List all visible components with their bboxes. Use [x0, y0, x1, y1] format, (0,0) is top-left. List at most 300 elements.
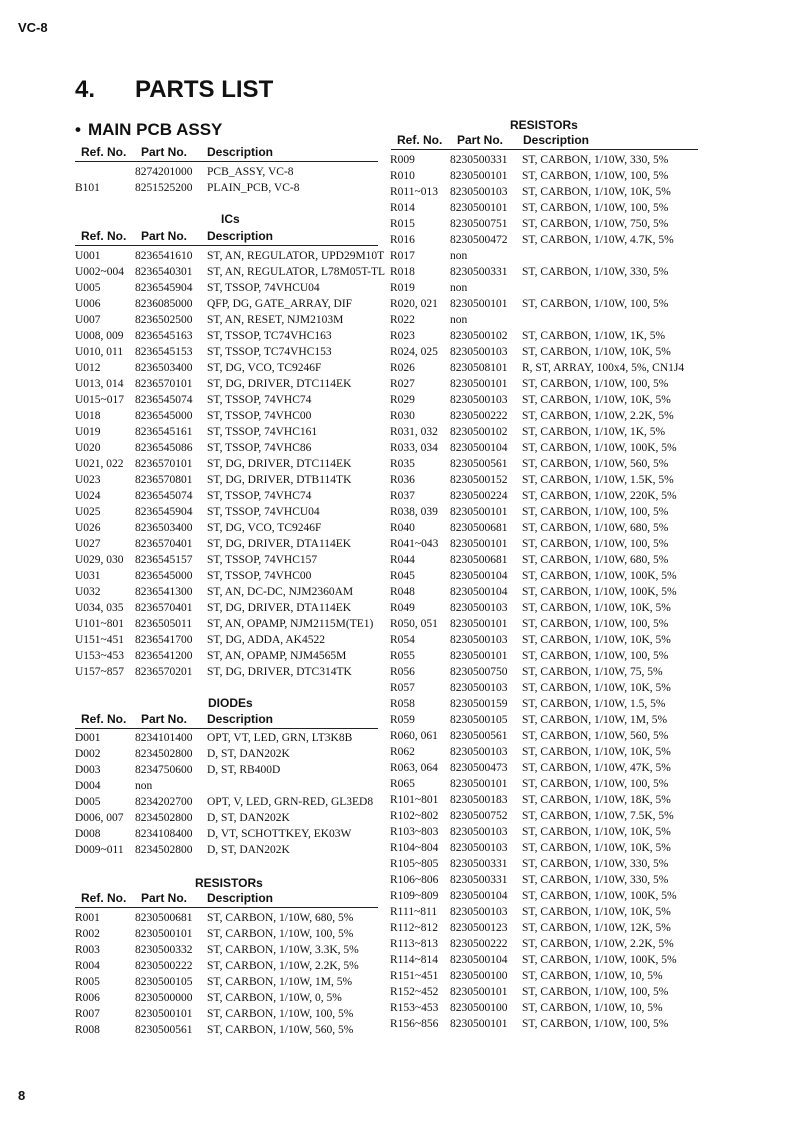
table-row	[390, 840, 710, 856]
ref-no: R023	[390, 330, 415, 342]
ref-no: R050, 051	[390, 618, 438, 630]
part-no: non	[450, 314, 468, 326]
part-no: 8230500331	[450, 858, 508, 870]
description: ST, DG, VCO, TC9246F	[207, 362, 322, 374]
ref-no: R011~013	[390, 186, 438, 198]
part-no: 8230500101	[450, 618, 508, 630]
description: ST, AN, REGULATOR, UPD29M10T	[207, 250, 385, 262]
description: ST, CARBON, 1/10W, 1M, 5%	[522, 714, 668, 726]
part-no: 8230500000	[135, 992, 193, 1004]
part-no: 8236545153	[135, 346, 193, 358]
part-no: 8230500105	[135, 976, 193, 988]
table-row	[390, 728, 710, 744]
description: ST, CARBON, 1/10W, 10K, 5%	[522, 634, 671, 646]
part-no: non	[135, 780, 153, 792]
table-row	[75, 392, 385, 408]
ref-no: R057	[390, 682, 415, 694]
part-no: 8230500332	[135, 944, 193, 956]
ics-column-header	[75, 229, 378, 246]
description: ST, TSSOP, 74VHC86	[207, 442, 312, 454]
table-row	[390, 680, 710, 696]
ref-no: R022	[390, 314, 415, 326]
ref-no: R041~043	[390, 538, 439, 550]
description: ST, CARBON, 1/10W, 2.2K, 5%	[207, 960, 359, 972]
part-no: 8230500104	[450, 890, 508, 902]
description: ST, DG, DRIVER, DTC314TK	[207, 666, 352, 678]
part-no: non	[450, 250, 468, 262]
table-row	[390, 616, 710, 632]
description: ST, CARBON, 1/10W, 560, 5%	[207, 1024, 354, 1036]
part-no: 8230500331	[450, 874, 508, 886]
table-row	[75, 504, 385, 520]
ref-no: R027	[390, 378, 415, 390]
ref-no: U006	[75, 298, 101, 310]
table-row	[75, 456, 385, 472]
description: ST, CARBON, 1/10W, 18K, 5%	[522, 794, 671, 806]
description: QFP, DG, GATE_ARRAY, DIF	[207, 298, 353, 310]
description: ST, CARBON, 1/10W, 100K, 5%	[522, 570, 677, 582]
table-row	[390, 504, 710, 520]
part-no: 8236545074	[135, 394, 193, 406]
description: ST, CARBON, 1/10W, 100K, 5%	[522, 890, 677, 902]
ref-no: R024, 025	[390, 346, 438, 358]
description: ST, CARBON, 1/10W, 100, 5%	[522, 986, 669, 998]
ref-no: U101~801	[75, 618, 125, 630]
part-no: 8236503400	[135, 522, 193, 534]
table-row	[75, 164, 385, 180]
ref-no: R106~806	[390, 874, 439, 886]
part-no: 8230500331	[450, 266, 508, 278]
ref-no: R020, 021	[390, 298, 438, 310]
part-no: 8230500472	[450, 234, 508, 246]
ref-no: U012	[75, 362, 101, 374]
part-no: 8236545000	[135, 410, 193, 422]
table-row	[390, 280, 710, 296]
ref-no: R004	[75, 960, 100, 972]
resistors-left-column-header	[75, 891, 378, 908]
description: ST, CARBON, 1/10W, 560, 5%	[522, 730, 669, 742]
description: ST, CARBON, 1/10W, 1M, 5%	[207, 976, 353, 988]
description: ST, CARBON, 1/10W, 100, 5%	[522, 778, 669, 790]
section-title: PARTS LIST	[135, 76, 274, 103]
ref-no: R058	[390, 698, 415, 710]
part-no: 8230500100	[450, 970, 508, 982]
ref-no: U151~451	[75, 634, 125, 646]
ref-no: U153~453	[75, 650, 125, 662]
table-row	[75, 1006, 385, 1022]
part-no: 8230500473	[450, 762, 508, 774]
part-no: 8236085000	[135, 298, 193, 310]
description: ST, CARBON, 1/10W, 2.2K, 5%	[522, 938, 674, 950]
part-no: 8234101400	[135, 732, 193, 744]
description: ST, CARBON, 1/10W, 10K, 5%	[522, 682, 671, 694]
table-row	[390, 664, 710, 680]
table-row	[75, 248, 385, 264]
part-no: 8236503400	[135, 362, 193, 374]
part-no: 8234202700	[135, 796, 193, 808]
part-no: 8236570101	[135, 458, 193, 470]
desc-header: Description	[207, 712, 274, 726]
description: D, ST, DAN202K	[207, 748, 290, 760]
ref-no: B101	[75, 182, 100, 194]
part-no: 8230500101	[450, 986, 508, 998]
description: ST, CARBON, 1/10W, 680, 5%	[522, 554, 669, 566]
ref-no: R006	[75, 992, 100, 1004]
part-no: 8230500681	[135, 912, 193, 924]
description: ST, CARBON, 1/10W, 750, 5%	[522, 218, 669, 230]
description: ST, CARBON, 1/10W, 4.7K, 5%	[522, 234, 674, 246]
description: ST, DG, DRIVER, DTC114EK	[207, 378, 352, 390]
ref-no: D002	[75, 748, 101, 760]
ref-no: R010	[390, 170, 415, 182]
ref-no: U032	[75, 586, 101, 598]
part-no: 8234108400	[135, 828, 193, 840]
part-no: 8230500104	[450, 954, 508, 966]
table-row	[390, 968, 710, 984]
description: ST, CARBON, 1/10W, 100, 5%	[522, 650, 669, 662]
table-row	[75, 958, 385, 974]
description: ST, TSSOP, 74VHCU04	[207, 506, 320, 518]
part-no: 8230500561	[450, 730, 508, 742]
description: ST, CARBON, 1/10W, 220K, 5%	[522, 490, 677, 502]
ref-no: U029, 030	[75, 554, 124, 566]
description: ST, CARBON, 1/10W, 100, 5%	[522, 378, 669, 390]
ref-no: U024	[75, 490, 101, 502]
ics-title: ICs	[221, 212, 240, 226]
table-row	[390, 552, 710, 568]
part-no: 8230508101	[450, 362, 508, 374]
part-no: 8234502800	[135, 844, 193, 856]
description: ST, CARBON, 1/10W, 330, 5%	[522, 874, 669, 886]
ref-no: R044	[390, 554, 415, 566]
part-no: 8230500159	[450, 698, 508, 710]
part-no: 8236570801	[135, 474, 193, 486]
ref-no: R156~856	[390, 1018, 439, 1030]
part-no: 8230500104	[450, 442, 508, 454]
table-row	[75, 328, 385, 344]
part-no: 8230500103	[450, 602, 508, 614]
table-row	[75, 746, 385, 762]
table-row	[390, 536, 710, 552]
table-row	[390, 200, 710, 216]
part-no: 8236570201	[135, 666, 193, 678]
part-no: 8230500751	[450, 218, 508, 230]
table-row	[75, 942, 385, 958]
description: ST, CARBON, 1/10W, 10, 5%	[522, 970, 663, 982]
ref-no: R001	[75, 912, 100, 924]
diodes-title: DIODEs	[208, 696, 253, 710]
description: ST, TSSOP, TC74VHC153	[207, 346, 332, 358]
part-header: Part No.	[141, 712, 188, 726]
ref-no: D001	[75, 732, 101, 744]
part-no: 8230500561	[450, 458, 508, 470]
ref-no: U002~004	[75, 266, 125, 278]
part-no: 8230500101	[450, 650, 508, 662]
part-no: 8230500152	[450, 474, 508, 486]
description: ST, DG, DRIVER, DTB114TK	[207, 474, 352, 486]
description: ST, CARBON, 1/10W, 330, 5%	[522, 858, 669, 870]
description: ST, CARBON, 1/10W, 680, 5%	[522, 522, 669, 534]
ref-no: R111~811	[390, 906, 438, 918]
part-no: 8230500102	[450, 426, 508, 438]
ref-no: R112~812	[390, 922, 438, 934]
part-header: Part No.	[141, 891, 188, 905]
table-row	[390, 232, 710, 248]
part-no: 8230500681	[450, 522, 508, 534]
table-row	[75, 974, 385, 990]
ref-no: R038, 039	[390, 506, 438, 518]
table-row	[75, 794, 385, 810]
table-row	[75, 376, 385, 392]
part-no: 8230500103	[450, 634, 508, 646]
description: ST, AN, REGULATOR, L78M05T-TL	[207, 266, 386, 278]
part-no: 8236545086	[135, 442, 193, 454]
ref-no: U008, 009	[75, 330, 124, 342]
part-no: 8230500103	[450, 842, 508, 854]
description: ST, CARBON, 1/10W, 1K, 5%	[522, 426, 666, 438]
table-row	[390, 648, 710, 664]
table-row	[390, 456, 710, 472]
description: ST, AN, OPAMP, NJM4565M	[207, 650, 347, 662]
description: ST, CARBON, 1/10W, 680, 5%	[207, 912, 354, 924]
table-row	[390, 360, 710, 376]
ref-no: R055	[390, 650, 415, 662]
table-row	[75, 842, 385, 858]
ref-no: R048	[390, 586, 415, 598]
ref-no: R037	[390, 490, 415, 502]
ref-no: U021, 022	[75, 458, 124, 470]
ref-no: R008	[75, 1024, 100, 1036]
ics-table	[75, 248, 385, 680]
ref-no: D009~011	[75, 844, 124, 856]
ref-no: U005	[75, 282, 101, 294]
description: ST, TSSOP, 74VHCU04	[207, 282, 320, 294]
assembly-name: MAIN PCB ASSY	[87, 120, 223, 139]
part-no: 8230500103	[450, 394, 508, 406]
description: ST, CARBON, 1/10W, 7.5K, 5%	[522, 810, 674, 822]
table-row	[75, 648, 385, 664]
part-no: 8236502500	[135, 314, 193, 326]
ref-no: R049	[390, 602, 415, 614]
description: D, ST, DAN202K	[207, 844, 290, 856]
section-number: 4.	[75, 76, 96, 103]
ref-no: R056	[390, 666, 415, 678]
part-no: 8230500224	[450, 490, 508, 502]
resistors-title-left: RESISTORs	[195, 876, 263, 890]
description: ST, CARBON, 1/10W, 100, 5%	[522, 170, 669, 182]
ref-no: R003	[75, 944, 100, 956]
part-header: Part No.	[457, 133, 504, 147]
description: ST, AN, OPAMP, NJM2115M(TE1)	[207, 618, 374, 630]
description: R, ST, ARRAY, 100x4, 5%, CN1J4	[522, 362, 685, 374]
table-row	[75, 600, 385, 616]
part-no: 8274201000	[135, 166, 193, 178]
part-no: 8230500100	[450, 1002, 508, 1014]
description: ST, CARBON, 1/10W, 100, 5%	[522, 538, 669, 550]
resistors-title-right: RESISTORs	[510, 118, 578, 132]
ref-no: R002	[75, 928, 100, 940]
description: ST, CARBON, 1/10W, 10K, 5%	[522, 746, 671, 758]
ref-header: Ref. No.	[397, 133, 443, 147]
ref-no: U027	[75, 538, 101, 550]
table-row	[390, 408, 710, 424]
table-row	[390, 312, 710, 328]
table-row	[390, 1000, 710, 1016]
part-no: 8230500103	[450, 346, 508, 358]
description: ST, CARBON, 1/10W, 330, 5%	[522, 154, 669, 166]
desc-header: Description	[523, 133, 590, 147]
ref-no: D008	[75, 828, 101, 840]
description: ST, CARBON, 1/10W, 100, 5%	[522, 618, 669, 630]
ref-header: Ref. No.	[81, 145, 127, 159]
table-row	[390, 296, 710, 312]
ref-no: R015	[390, 218, 415, 230]
ref-header: Ref. No.	[81, 891, 127, 905]
part-header: Part No.	[141, 145, 188, 159]
part-no: 8236570101	[135, 378, 193, 390]
ref-no: R152~452	[390, 986, 439, 998]
main-column-header	[75, 145, 378, 162]
table-row	[390, 152, 710, 168]
bullet-icon: •	[75, 120, 81, 139]
part-no: 8230500104	[450, 586, 508, 598]
table-row	[75, 488, 385, 504]
ref-no: R036	[390, 474, 415, 486]
part-no: 8234502800	[135, 748, 193, 760]
description: ST, DG, DRIVER, DTA114EK	[207, 538, 352, 550]
table-row	[390, 376, 710, 392]
description: ST, DG, DRIVER, DTA114EK	[207, 602, 352, 614]
ref-no: R105~805	[390, 858, 439, 870]
part-no: 8230500101	[450, 1018, 508, 1030]
table-row	[75, 730, 385, 746]
part-no: non	[450, 282, 468, 294]
ref-no: R030	[390, 410, 415, 422]
description: ST, CARBON, 1/10W, 100, 5%	[522, 298, 669, 310]
part-no: 8230500561	[135, 1024, 193, 1036]
ref-no: U019	[75, 426, 101, 438]
ref-no: R007	[75, 1008, 100, 1020]
ref-no: U013, 014	[75, 378, 124, 390]
table-row	[75, 312, 385, 328]
table-row	[390, 872, 710, 888]
description: OPT, VT, LED, GRN, LT3K8B	[207, 732, 353, 744]
table-row	[390, 760, 710, 776]
ref-no: R035	[390, 458, 415, 470]
part-no: 8236505011	[135, 618, 193, 630]
description: ST, CARBON, 1/10W, 10K, 5%	[522, 186, 671, 198]
part-no: 8230500105	[450, 714, 508, 726]
table-row	[390, 440, 710, 456]
ref-no: R060, 061	[390, 730, 438, 742]
table-row	[390, 792, 710, 808]
ref-no: U015~017	[75, 394, 125, 406]
ref-no: R102~802	[390, 810, 439, 822]
ref-no: D006, 007	[75, 812, 124, 824]
description: ST, CARBON, 1/10W, 10K, 5%	[522, 842, 671, 854]
ref-no: R033, 034	[390, 442, 438, 454]
table-row	[75, 826, 385, 842]
main-table	[75, 164, 385, 196]
ref-no: U031	[75, 570, 101, 582]
table-row	[390, 520, 710, 536]
desc-header: Description	[207, 145, 274, 159]
description: ST, CARBON, 1/10W, 2.2K, 5%	[522, 410, 674, 422]
description: ST, CARBON, 1/10W, 100, 5%	[207, 928, 354, 940]
description: ST, CARBON, 1/10W, 1.5, 5%	[522, 698, 666, 710]
table-row	[390, 952, 710, 968]
table-row	[390, 776, 710, 792]
part-no: 8230500101	[450, 298, 508, 310]
ref-no: R103~803	[390, 826, 439, 838]
table-row	[75, 584, 385, 600]
table-row	[390, 472, 710, 488]
part-no: 8236541300	[135, 586, 193, 598]
part-no: 8236570401	[135, 602, 193, 614]
ref-no: U157~857	[75, 666, 125, 678]
ref-no: R040	[390, 522, 415, 534]
description: ST, DG, VCO, TC9246F	[207, 522, 322, 534]
ref-no: D003	[75, 764, 101, 776]
description: ST, CARBON, 1/10W, 3.3K, 5%	[207, 944, 359, 956]
description: ST, CARBON, 1/10W, 1.5K, 5%	[522, 474, 674, 486]
ref-no: U034, 035	[75, 602, 124, 614]
table-row	[75, 296, 385, 312]
table-row	[75, 664, 385, 680]
description: ST, TSSOP, 74VHC74	[207, 394, 312, 406]
table-row	[390, 696, 710, 712]
table-row	[390, 712, 710, 728]
ref-no: R029	[390, 394, 415, 406]
description: ST, CARBON, 1/10W, 100K, 5%	[522, 442, 677, 454]
description: ST, TSSOP, 74VHC74	[207, 490, 312, 502]
part-no: 8230500102	[450, 330, 508, 342]
table-row	[390, 744, 710, 760]
table-row	[75, 424, 385, 440]
ref-no: R113~813	[390, 938, 438, 950]
ref-no: D004	[75, 780, 101, 792]
ref-header: Ref. No.	[81, 229, 127, 243]
resistors-right-column-header	[391, 133, 698, 150]
ref-no: R016	[390, 234, 415, 246]
description: ST, TSSOP, TC74VHC163	[207, 330, 332, 342]
ref-no: R031, 032	[390, 426, 438, 438]
part-no: 8236545074	[135, 490, 193, 502]
description: ST, TSSOP, 74VHC161	[207, 426, 318, 438]
table-row	[75, 926, 385, 942]
part-no: 8230500101	[450, 538, 508, 550]
description: ST, DG, DRIVER, DTC114EK	[207, 458, 352, 470]
ref-no: R151~451	[390, 970, 439, 982]
desc-header: Description	[207, 229, 274, 243]
table-row	[75, 552, 385, 568]
resistors-right-table	[390, 152, 710, 1032]
table-row	[75, 616, 385, 632]
description: ST, AN, RESET, NJM2103M	[207, 314, 344, 326]
part-no: 8236541200	[135, 650, 193, 662]
table-row	[390, 488, 710, 504]
table-row	[390, 424, 710, 440]
table-row	[75, 632, 385, 648]
ref-no: R018	[390, 266, 415, 278]
resistors-left-table	[75, 910, 385, 1038]
table-row	[390, 248, 710, 264]
table-row	[75, 264, 385, 280]
ref-no: R009	[390, 154, 415, 166]
table-row	[390, 632, 710, 648]
part-no: 8236545904	[135, 282, 193, 294]
description: D, ST, RB400D	[207, 764, 281, 776]
